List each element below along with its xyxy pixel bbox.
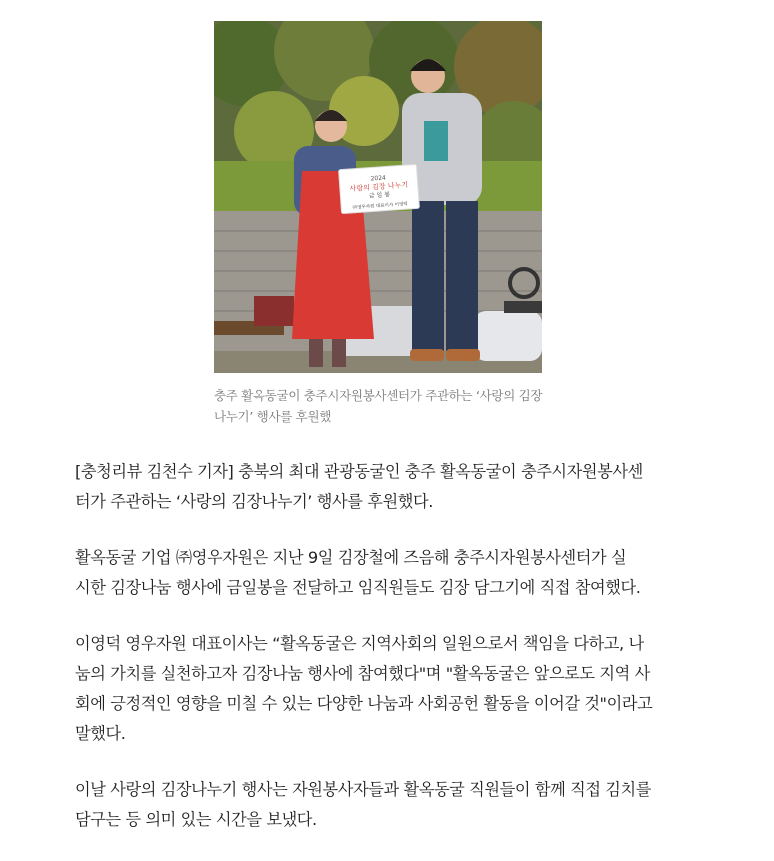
paragraph-line: 이날 사랑의 김장나누기 행사는 자원봉사자들과 활옥동굴 직원들이 함께 직접 김치를 [75, 780, 652, 799]
paragraph-line: 터가 주관하는 ‘사랑의 김장나누기’ 행사를 후원했다. [75, 492, 433, 511]
photo-illustration [214, 21, 542, 373]
caption-line: 나누기’ 행사를 후원했 [214, 409, 331, 424]
paragraph-line: 이영덕 영우자원 대표이사는 “활옥동굴은 지역사회의 일원으로서 책임을 다하고, 나 [75, 634, 644, 653]
article-body [75, 457, 695, 861]
caption-line: 충주 활옥동굴이 충주시자원봉사센터가 주관하는 ‘사랑의 김장 [214, 388, 543, 403]
sign-year: 2024 [370, 174, 387, 183]
sign-title: 사랑의 김장 나누기 [349, 180, 409, 194]
article-photo [214, 21, 542, 373]
paragraph-line: 담구는 등 의미 있는 시간을 보냈다. [75, 810, 317, 829]
article-paragraph [75, 775, 695, 835]
paragraph-line: [충청리뷰 김천수 기자] 충북의 최대 관광동굴인 충주 활옥동굴이 충주시자원봉사센 [75, 462, 643, 481]
article-paragraph [75, 457, 695, 517]
sign-donor: ㈜영우자원 대표이사 이영덕 [352, 202, 408, 211]
article-paragraph [75, 629, 695, 749]
paragraph-line: 눔의 가치를 실천하고자 김장나눔 행사에 참여했다"며 "활옥동굴은 앞으로도 지역 사 [75, 664, 650, 683]
article-paragraph [75, 543, 695, 603]
paragraph-line: 회에 긍정적인 영향을 미칠 수 있는 다양한 나눔과 사회공헌 활동을 이어갈 것"이라고 [75, 694, 653, 713]
paragraph-line: 말했다. [75, 724, 126, 743]
paragraph-line: 활옥동굴 기업 ㈜영우자원은 지난 9일 김장철에 즈음해 충주시자원봉사센터가 실 [75, 548, 627, 567]
photo-caption [214, 385, 544, 427]
paragraph-line: 시한 김장나눔 행사에 금일봉을 전달하고 임직원들도 김장 담그기에 직접 참여했다. [75, 578, 641, 597]
sign-subtitle: 금 일 봉 [368, 191, 391, 200]
